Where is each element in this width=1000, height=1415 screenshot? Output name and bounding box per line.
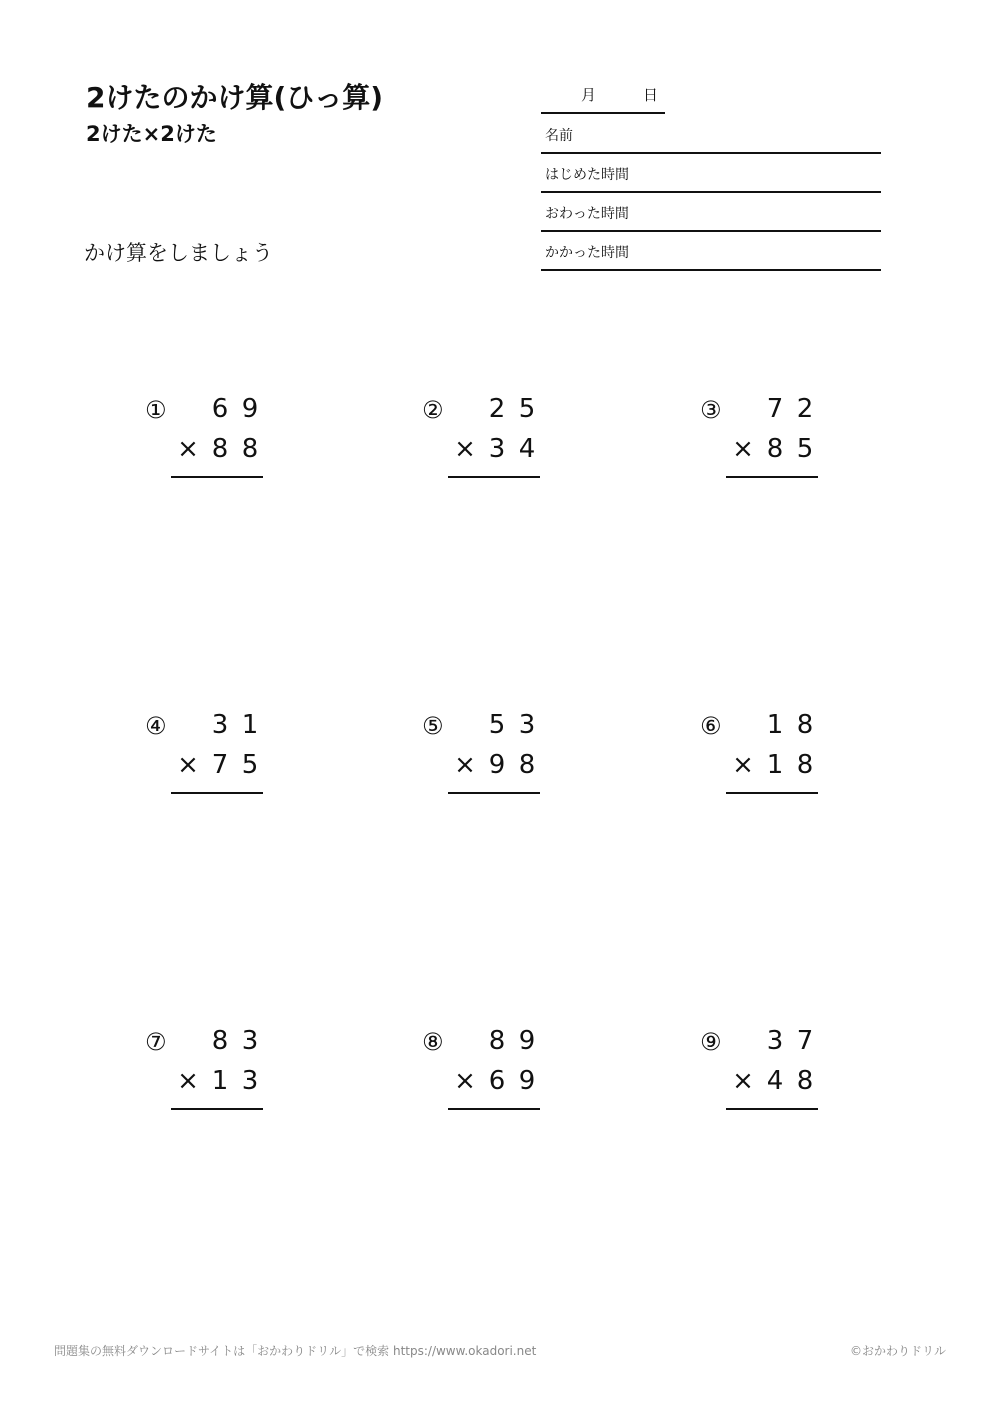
problem-number: ② <box>422 396 444 424</box>
footer-copyright: ©おかわりドリル <box>850 1344 947 1358</box>
page-subtitle: 2けた×2けた <box>86 122 217 146</box>
date-field[interactable] <box>541 84 665 114</box>
problem-number: ⑥ <box>700 712 722 740</box>
times-sign: × <box>454 434 476 464</box>
problem-8 <box>422 1028 582 1108</box>
multiplicand-tens: 8 <box>211 1026 229 1056</box>
times-sign: × <box>177 750 199 780</box>
problem-3 <box>700 396 860 476</box>
duration-field[interactable] <box>541 232 881 271</box>
end-time-label: おわった時間 <box>545 206 629 222</box>
instruction-text: かけ算をしましょう <box>84 241 273 265</box>
problem-number: ① <box>145 396 167 424</box>
answer-line <box>171 476 263 478</box>
problem-9 <box>700 1028 860 1108</box>
multiplicand-ones: 3 <box>241 1026 259 1056</box>
multiplicand-tens: 7 <box>766 394 784 424</box>
problem-number: ⑦ <box>145 1028 167 1056</box>
multiplier-tens: 8 <box>766 434 784 464</box>
multiplier-ones: 8 <box>796 750 814 780</box>
page-title: 2けたのかけ算(ひっ算) <box>86 81 384 114</box>
answer-line <box>448 1108 540 1110</box>
times-sign: × <box>732 434 754 464</box>
problem-number: ③ <box>700 396 722 424</box>
problem-number: ⑤ <box>422 712 444 740</box>
problem-2 <box>422 396 582 476</box>
multiplicand-ones: 9 <box>518 1026 536 1056</box>
multiplier-tens: 1 <box>211 1066 229 1096</box>
start-time-label: はじめた時間 <box>545 167 629 183</box>
end-time-field[interactable] <box>541 193 881 232</box>
times-sign: × <box>454 1066 476 1096</box>
name-label: 名前 <box>545 128 573 144</box>
problem-number: ⑨ <box>700 1028 722 1056</box>
times-sign: × <box>454 750 476 780</box>
multiplier-ones: 5 <box>241 750 259 780</box>
answer-line <box>726 1108 818 1110</box>
multiplier-tens: 6 <box>488 1066 506 1096</box>
multiplier-ones: 5 <box>796 434 814 464</box>
times-sign: × <box>177 1066 199 1096</box>
problem-number: ④ <box>145 712 167 740</box>
times-sign: × <box>177 434 199 464</box>
problem-1 <box>145 396 305 476</box>
multiplicand-tens: 3 <box>766 1026 784 1056</box>
multiplicand-tens: 5 <box>488 710 506 740</box>
problem-4 <box>145 712 305 792</box>
multiplier-tens: 1 <box>766 750 784 780</box>
multiplier-ones: 8 <box>796 1066 814 1096</box>
footer-download-note: 問題集の無料ダウンロードサイトは「おかわりドリル」で検索 https://www.okadori.net <box>54 1344 537 1358</box>
multiplicand-tens: 6 <box>211 394 229 424</box>
multiplier-ones: 9 <box>518 1066 536 1096</box>
multiplier-tens: 7 <box>211 750 229 780</box>
problem-5 <box>422 712 582 792</box>
month-label: 月 <box>581 86 597 104</box>
answer-line <box>726 476 818 478</box>
multiplier-tens: 4 <box>766 1066 784 1096</box>
day-label: 日 <box>643 86 659 104</box>
problem-7 <box>145 1028 305 1108</box>
answer-line <box>726 792 818 794</box>
multiplicand-ones: 9 <box>241 394 259 424</box>
multiplicand-tens: 3 <box>211 710 229 740</box>
answer-line <box>171 1108 263 1110</box>
duration-label: かかった時間 <box>545 245 629 261</box>
times-sign: × <box>732 1066 754 1096</box>
multiplicand-ones: 1 <box>241 710 259 740</box>
multiplier-ones: 8 <box>241 434 259 464</box>
problem-number: ⑧ <box>422 1028 444 1056</box>
multiplicand-tens: 8 <box>488 1026 506 1056</box>
multiplicand-ones: 7 <box>796 1026 814 1056</box>
multiplicand-ones: 3 <box>518 710 536 740</box>
start-time-field[interactable] <box>541 154 881 193</box>
answer-line <box>448 792 540 794</box>
multiplier-tens: 9 <box>488 750 506 780</box>
multiplicand-tens: 2 <box>488 394 506 424</box>
answer-line <box>448 476 540 478</box>
answer-line <box>171 792 263 794</box>
multiplicand-tens: 1 <box>766 710 784 740</box>
multiplier-tens: 3 <box>488 434 506 464</box>
multiplicand-ones: 8 <box>796 710 814 740</box>
multiplier-ones: 4 <box>518 434 536 464</box>
multiplier-ones: 8 <box>518 750 536 780</box>
multiplier-tens: 8 <box>211 434 229 464</box>
multiplicand-ones: 2 <box>796 394 814 424</box>
problem-6 <box>700 712 860 792</box>
multiplicand-ones: 5 <box>518 394 536 424</box>
multiplier-ones: 3 <box>241 1066 259 1096</box>
name-field[interactable] <box>541 115 881 154</box>
times-sign: × <box>732 750 754 780</box>
